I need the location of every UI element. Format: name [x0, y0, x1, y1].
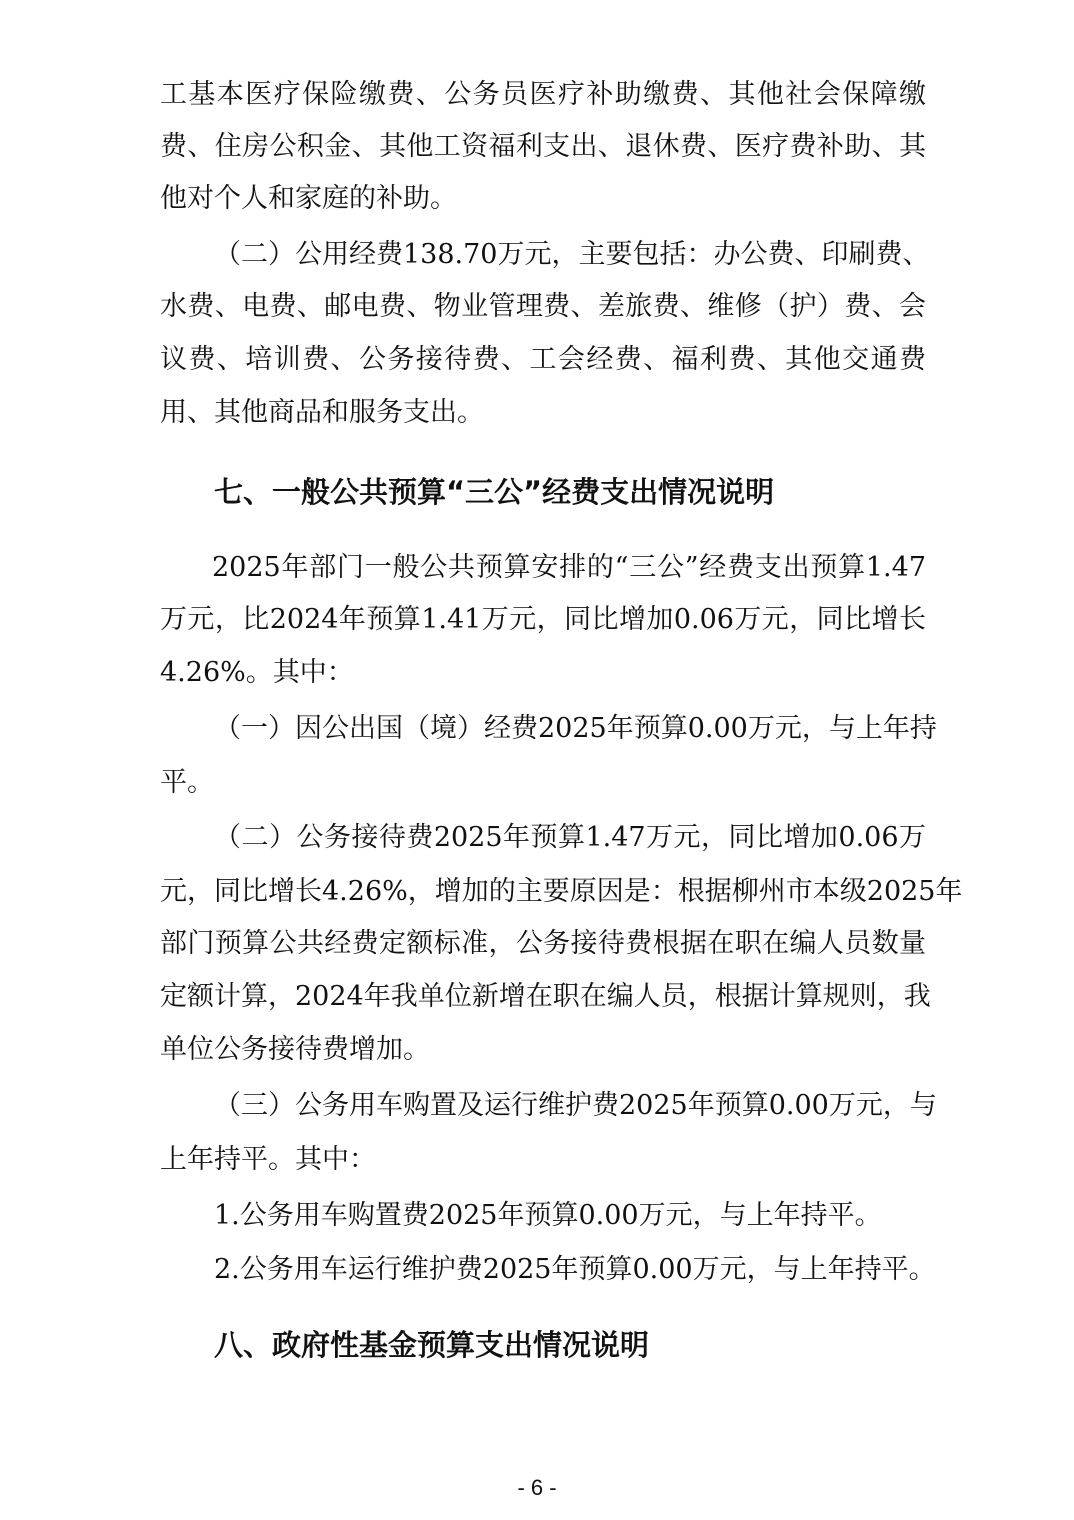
text-line: 水费、电费、邮电费、物业管理费、差旅费、维修（护）费、会	[160, 291, 926, 322]
text-line: 用、其他商品和服务支出。	[160, 397, 484, 428]
text-line: 上年持平。其中：	[160, 1144, 376, 1175]
text-line: 单位公务接待费增加。	[160, 1034, 430, 1065]
text-line: 工基本医疗保险缴费、公务员医疗补助缴费、其他社会保障缴	[160, 79, 926, 110]
section-heading-8: 八、政府性基金预算支出情况说明	[214, 1328, 650, 1362]
text-line: 4.26%。其中：	[160, 657, 354, 688]
page-number: - 6 -	[517, 1475, 557, 1500]
text-line: （三）公务用车购置及运行维护费2025年预算0.00万元，与	[214, 1090, 937, 1121]
text-line: 元，同比增长4.26%，增加的主要原因是：根据柳州市本级2025年	[160, 876, 963, 907]
text-line: 费、住房公积金、其他工资福利支出、退休费、医疗费补助、其	[160, 131, 926, 162]
text-line: 部门预算公共经费定额标准，公务接待费根据在职在编人员数量	[160, 928, 926, 959]
text-line: （二）公务接待费2025年预算1.47万元，同比增加0.06万	[214, 822, 926, 853]
text-line: 万元，比2024年预算1.41万元，同比增加0.06万元，同比增长	[160, 604, 926, 635]
text-line: 议费、培训费、公务接待费、工会经费、福利费、其他交通费	[160, 344, 926, 375]
text-line: 他对个人和家庭的补助。	[160, 183, 457, 214]
text-line: 定额计算，2024年我单位新增在职在编人员，根据计算规则，我	[160, 981, 931, 1012]
section-heading-7: 七、一般公共预算“三公”经费支出情况说明	[214, 475, 775, 509]
text-line: （一）因公出国（境）经费2025年预算0.00万元，与上年持	[214, 713, 937, 744]
text-line: 平。	[160, 767, 214, 798]
list-item: 2.公务用车运行维护费2025年预算0.00万元，与上年持平。	[214, 1254, 936, 1285]
text-line: （二）公用经费138.70万元，主要包括：办公费、印刷费、	[214, 239, 930, 270]
list-item: 1.公务用车购置费2025年预算0.00万元，与上年持平。	[214, 1200, 882, 1231]
text-line: 2025年部门一般公共预算安排的“三公”经费支出预算1.47	[212, 552, 926, 583]
